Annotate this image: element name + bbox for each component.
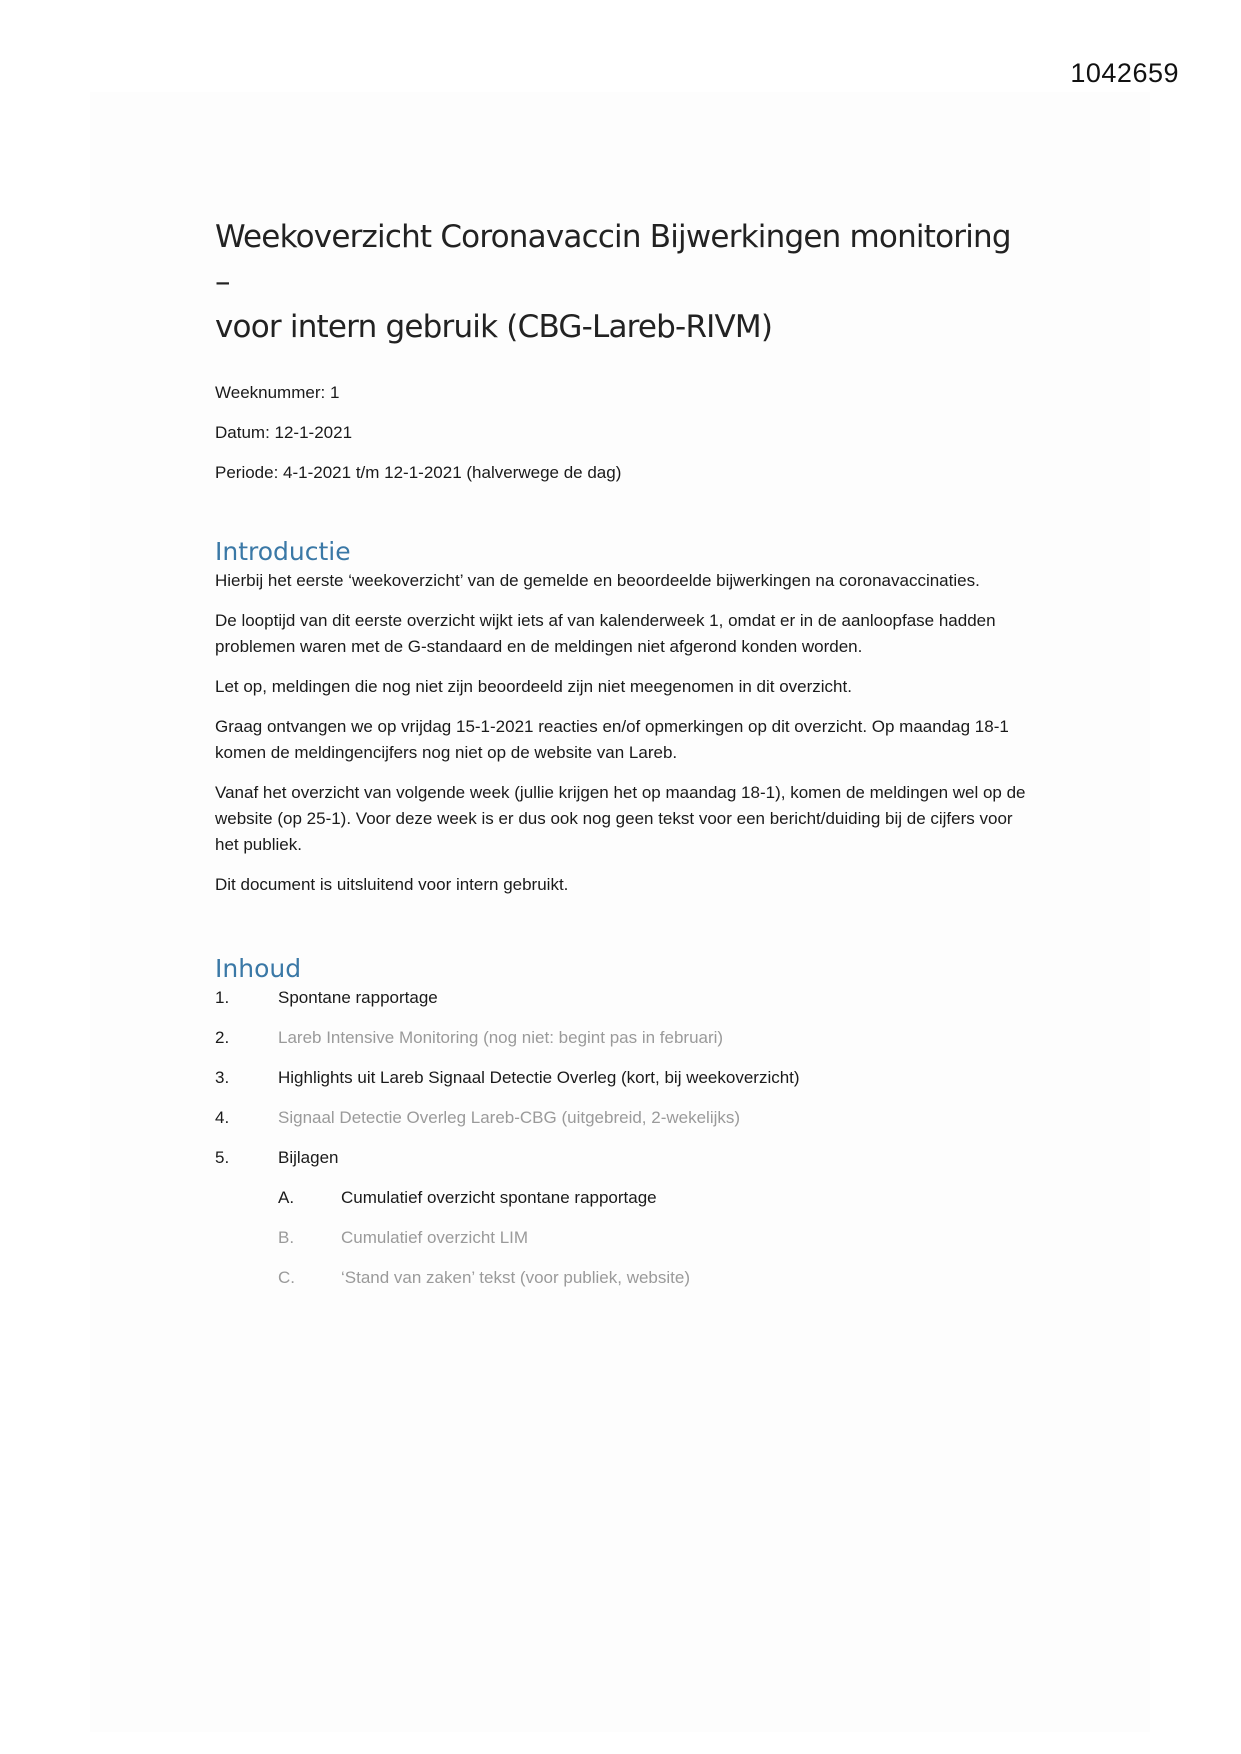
toc-item-number: 4.: [215, 1108, 230, 1127]
document-title: [215, 215, 1030, 350]
intro-paragraph: Hierbij het eerste ‘weekoverzicht’ van de gemelde en beoordeelde bijwerkingen na coronavaccinaties.: [215, 571, 980, 590]
toc-item-label: Spontane rapportage: [278, 988, 438, 1007]
toc-item: [215, 985, 1030, 1011]
meta-periode: Periode: 4-1-2021 t/m 12-1-2021 (halverwege de dag): [215, 463, 622, 482]
intro-paragraph: De looptijd van dit eerste overzicht wijkt iets af van kalenderweek 1, omdat er in de aanloopfase hadden problemen waren met de G-standaard en de meldingen niet afgerond konden worden.: [215, 611, 996, 656]
toc-item-label: Signaal Detectie Overleg Lareb-CBG (uitgebreid, 2-wekelijks): [278, 1108, 741, 1127]
toc-subitem: [215, 1265, 1030, 1291]
title-line-2: voor intern gebruik (CBG-Lareb-RIVM): [215, 309, 773, 345]
toc-subitem: [215, 1225, 1030, 1251]
meta-weeknummer: Weeknummer: 1: [215, 383, 340, 402]
toc-subitem-label: Cumulatief overzicht spontane rapportage: [341, 1188, 657, 1207]
inhoud-heading: Inhoud: [215, 954, 302, 983]
toc-subitem-label: ‘Stand van zaken’ tekst (voor publiek, website): [341, 1268, 690, 1287]
introductie-heading: Introductie: [215, 537, 351, 566]
toc-item-number: 2.: [215, 1028, 230, 1047]
toc-item: [215, 1105, 1030, 1131]
title-line-1: Weekoverzicht Coronavaccin Bijwerkingen monitoring –: [215, 219, 1011, 300]
toc-item: [215, 1025, 1030, 1051]
document-body: [215, 215, 1030, 1305]
toc-item-number: 1.: [215, 988, 230, 1007]
table-of-contents: [215, 985, 1030, 1291]
toc-subitem-label: Cumulatief overzicht LIM: [341, 1228, 529, 1247]
toc-item-label: Lareb Intensive Monitoring (nog niet: begint pas in februari): [278, 1028, 724, 1047]
toc-item-number: 3.: [215, 1068, 230, 1087]
intro-paragraph: Graag ontvangen we op vrijdag 15-1-2021 reacties en/of opmerkingen op dit overzicht. Op maandag 18-1 komen de meldingencijfers nog niet op de website van Lareb.: [215, 717, 1009, 762]
toc-item-label: Bijlagen: [278, 1148, 339, 1167]
toc-subitem-letter: C.: [278, 1268, 295, 1287]
toc-item-number: 5.: [215, 1148, 230, 1167]
toc-item-label: Highlights uit Lareb Signaal Detectie Overleg (kort, bij weekoverzicht): [278, 1068, 800, 1087]
toc-item: [215, 1065, 1030, 1091]
toc-subitem: [215, 1185, 1030, 1211]
document-number: 1042659: [1070, 58, 1179, 88]
intro-paragraph: Dit document is uitsluitend voor intern gebruikt.: [215, 875, 569, 894]
intro-paragraph: Let op, meldingen die nog niet zijn beoordeeld zijn niet meegenomen in dit overzicht.: [215, 677, 852, 696]
toc-item: [215, 1145, 1030, 1171]
intro-paragraph: Vanaf het overzicht van volgende week (jullie krijgen het op maandag 18-1), komen de meldingen wel op de website (op 25-1). Voor deze week is er dus ook nog geen tekst voor een bericht/duiding bij de cijfers voor het publiek.: [215, 783, 1026, 854]
toc-subitem-letter: A.: [278, 1188, 295, 1207]
meta-datum: Datum: 12-1-2021: [215, 423, 353, 442]
toc-subitem-letter: B.: [278, 1228, 295, 1247]
